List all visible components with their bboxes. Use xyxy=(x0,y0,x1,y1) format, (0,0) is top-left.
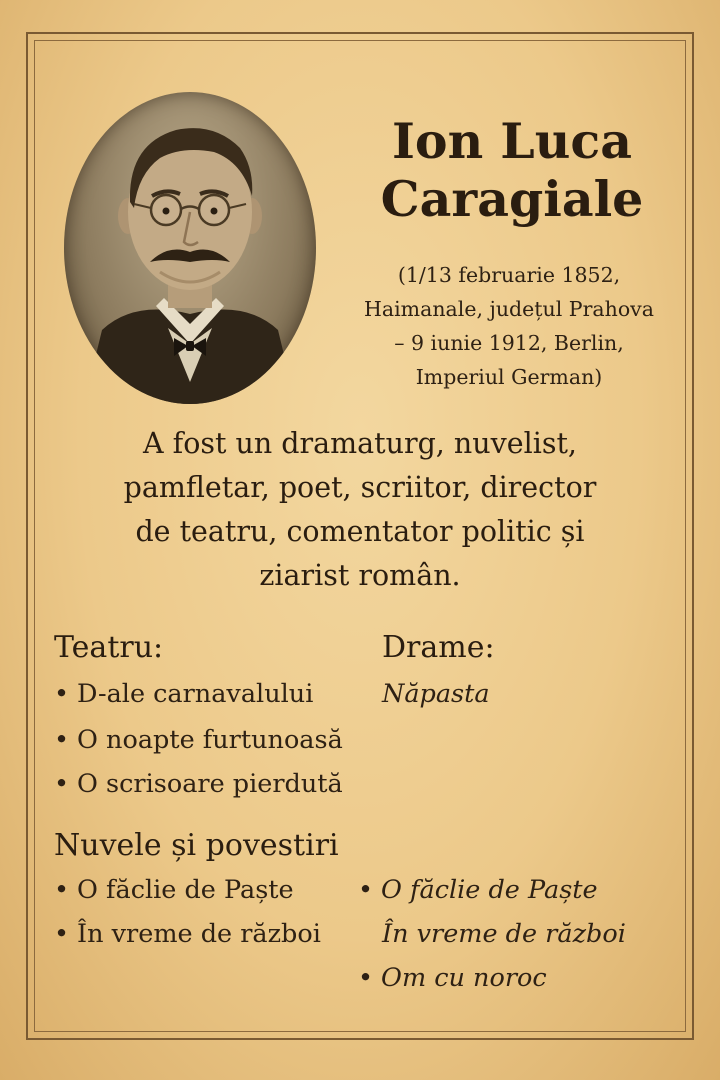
bullet-icon: • xyxy=(54,679,70,709)
teatru-item-text: O noapte furtunoasă xyxy=(77,725,343,755)
bullet-icon: • xyxy=(358,875,374,905)
bullet-icon: • xyxy=(358,963,374,993)
portrait-illustration xyxy=(64,92,316,404)
teatru-item-text: O scrisoare pierdută xyxy=(77,769,343,799)
nuvele-right-item-text: O făclie de Paște xyxy=(381,875,598,905)
teatru-item xyxy=(54,766,343,802)
nuvele-right-item-text: În vreme de război xyxy=(382,919,626,949)
nuvele-left-item-text: În vreme de război xyxy=(77,919,321,949)
nuvele-right-item xyxy=(382,916,626,952)
dates-line: Imperiul German) xyxy=(415,365,603,389)
nuvele-right-item-text: Om cu noroc xyxy=(381,963,547,993)
bullet-icon: • xyxy=(54,875,70,905)
bullet-icon: • xyxy=(54,919,70,949)
teatru-item-text: D-ale carnavalului xyxy=(77,679,314,709)
drame-heading: Drame: xyxy=(382,630,495,665)
name-line-1: Ion Luca xyxy=(392,112,632,170)
dates-line: (1/13 februarie 1852, xyxy=(397,263,621,287)
bio-line: de teatru, comentator politic și xyxy=(135,515,585,548)
dates-line: Haimanale, județul Prahova xyxy=(364,297,654,321)
nuvele-right-item xyxy=(358,960,547,996)
dates-line: – 9 iunie 1912, Berlin, xyxy=(394,331,624,355)
drame-item: Năpasta xyxy=(382,679,490,709)
nuvele-right-item xyxy=(358,872,598,908)
bullet-icon: • xyxy=(54,769,70,799)
teatru-heading: Teatru: xyxy=(54,630,164,665)
biography xyxy=(60,422,660,598)
bio-line: pamfletar, poet, scriitor, director xyxy=(123,471,597,504)
teatru-item xyxy=(54,722,343,758)
bullet-icon: • xyxy=(54,725,70,755)
bio-line: ziarist român. xyxy=(259,559,461,592)
bio-line: A fost un dramaturg, nuvelist, xyxy=(143,427,577,460)
nuvele-left-item-text: O făclie de Paște xyxy=(77,875,294,905)
nuvele-heading: Nuvele și povestiri xyxy=(54,828,339,863)
teatru-item xyxy=(54,676,313,712)
portrait-photo xyxy=(64,92,316,404)
person-name xyxy=(352,112,672,228)
nuvele-left-item xyxy=(54,916,321,952)
nuvele-left-item xyxy=(54,872,294,908)
name-line-2: Caragiale xyxy=(380,170,644,228)
life-dates xyxy=(330,258,688,394)
